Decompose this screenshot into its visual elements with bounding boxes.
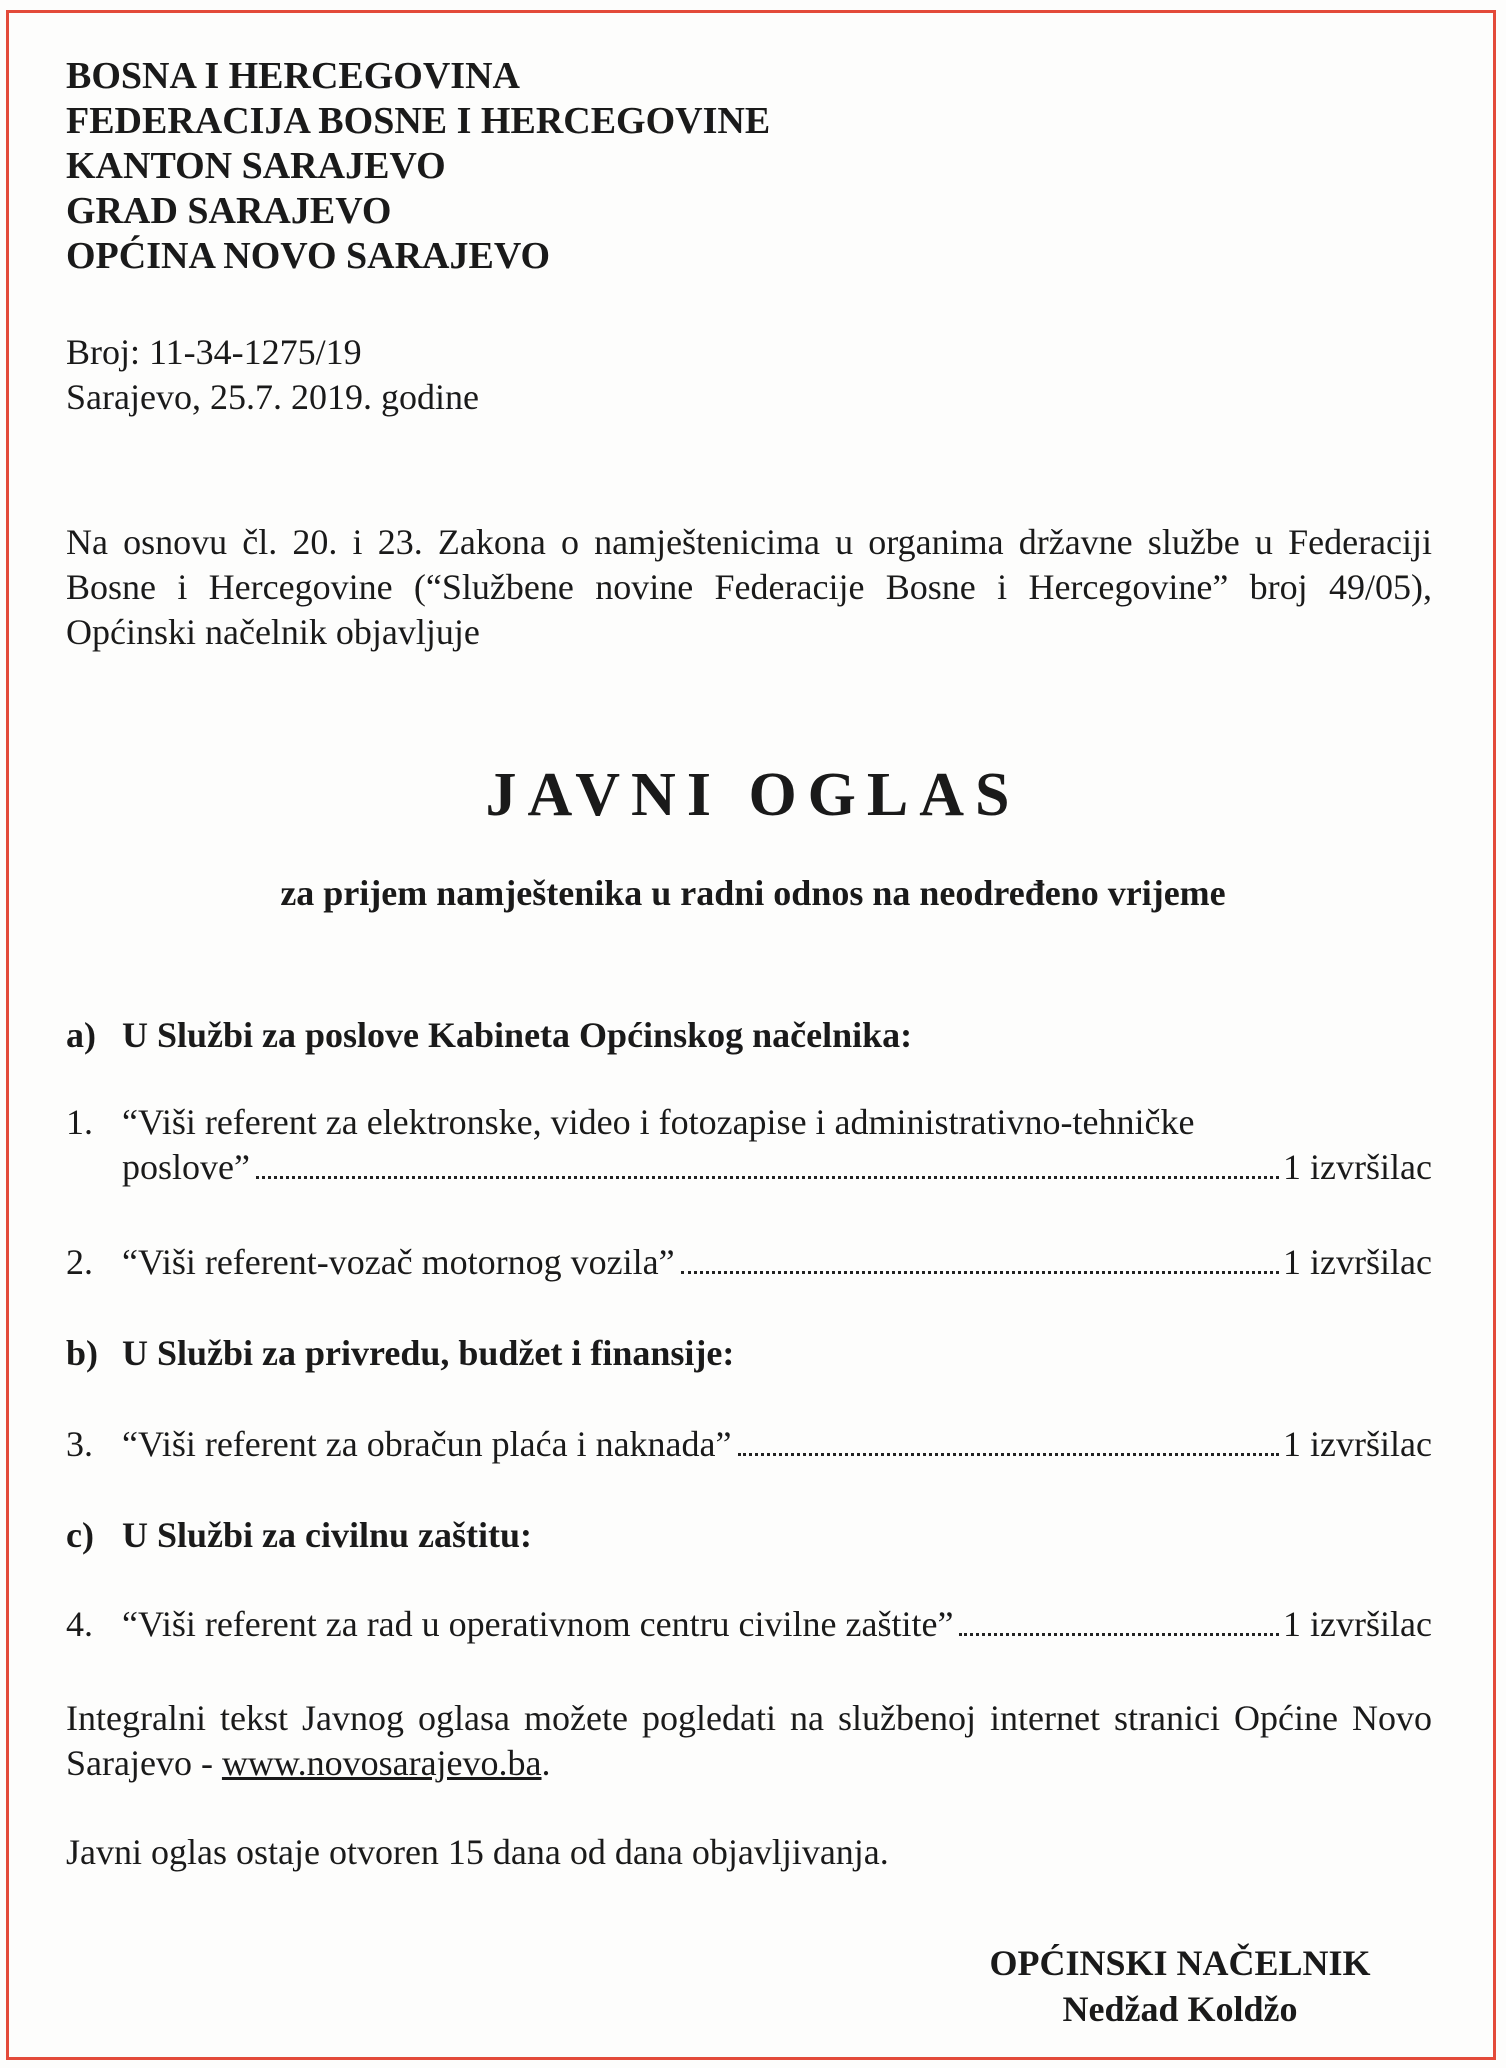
position-item-2 <box>66 1240 1432 1285</box>
position-item-3 <box>66 1422 1432 1467</box>
document-meta <box>66 330 479 420</box>
position-count: 1 izvršilac <box>1283 1147 1432 1187</box>
document-subtitle: za prijem namještenika u radni odnos na neodređeno vrijeme <box>280 873 1226 913</box>
section-letter: c) <box>66 1515 94 1555</box>
position-item-4 <box>66 1602 1432 1647</box>
open-period-paragraph: Javni oglas ostaje otvoren 15 dana od dana objavljivanja. <box>66 1832 889 1872</box>
position-title: “Viši referent za rad u operativnom centru civilne zaštite” <box>122 1604 954 1644</box>
position-item-1 <box>66 1100 1432 1190</box>
position-title-line2: poslove” <box>122 1147 250 1187</box>
position-number: 3. <box>66 1424 93 1464</box>
issuer-header <box>66 54 770 279</box>
signature-block <box>940 1940 1420 2032</box>
dot-leader <box>681 1271 1279 1274</box>
section-title: U Službi za privredu, budžet i finansije: <box>122 1333 735 1373</box>
position-number: 2. <box>66 1242 93 1282</box>
intro-paragraph: Na osnovu čl. 20. i 23. Zakona o namještenicima u organima državne službe u Federaciji Bosne i Hercegovine (“Službene novine Federacije Bosne i Hercegovine” broj 49/05), Općinski načelnik objavljuje <box>66 522 1432 652</box>
position-title: “Viši referent-vozač motornog vozila” <box>122 1242 675 1282</box>
dot-leader <box>738 1453 1280 1456</box>
integral-text-paragraph <box>66 1696 1432 1786</box>
section-heading-b <box>66 1332 734 1374</box>
position-count: 1 izvršilac <box>1283 1604 1432 1644</box>
dot-leader <box>959 1633 1279 1636</box>
section-letter: a) <box>66 1015 96 1055</box>
position-number: 1. <box>66 1102 93 1142</box>
document-date: Sarajevo, 25.7. 2019. godine <box>66 377 479 417</box>
integral-text: Integralni tekst Javnog oglasa možete pogledati na službenoj internet stranici Općine Novo Sarajevo - <box>66 1698 1432 1783</box>
website-link[interactable]: www.novosarajevo.ba <box>221 1743 542 1783</box>
header-line-federation: FEDERACIJA BOSNE I HERCEGOVINE <box>66 100 771 142</box>
section-letter: b) <box>66 1333 99 1373</box>
document-title: JAVNI OGLAS <box>485 761 1021 829</box>
header-line-country: BOSNA I HERCEGOVINA <box>66 55 520 97</box>
signatory-name: Nedžad Koldžo <box>1062 1989 1298 2029</box>
header-line-municipality: OPĆINA NOVO SARAJEVO <box>66 235 551 277</box>
signatory-role: OPĆINSKI NAČELNIK <box>989 1943 1371 1983</box>
position-title: “Viši referent za obračun plaća i naknada” <box>122 1424 732 1464</box>
position-count: 1 izvršilac <box>1283 1242 1432 1282</box>
document-number: Broj: 11-34-1275/19 <box>66 332 362 372</box>
header-line-city: GRAD SARAJEVO <box>66 190 392 232</box>
section-heading-c <box>66 1514 532 1556</box>
dot-leader <box>256 1176 1279 1179</box>
position-title-line1: “Viši referent za elektronske, video i fotozapise i administrativno-tehničke <box>122 1102 1195 1142</box>
integral-text-end: . <box>541 1743 551 1783</box>
section-title: U Službi za civilnu zaštitu: <box>122 1515 533 1555</box>
position-number: 4. <box>66 1604 93 1644</box>
position-count: 1 izvršilac <box>1283 1424 1432 1464</box>
header-line-canton: KANTON SARAJEVO <box>66 145 446 187</box>
section-title: U Službi za poslove Kabineta Općinskog načelnika: <box>122 1015 913 1055</box>
section-heading-a <box>66 1014 912 1056</box>
